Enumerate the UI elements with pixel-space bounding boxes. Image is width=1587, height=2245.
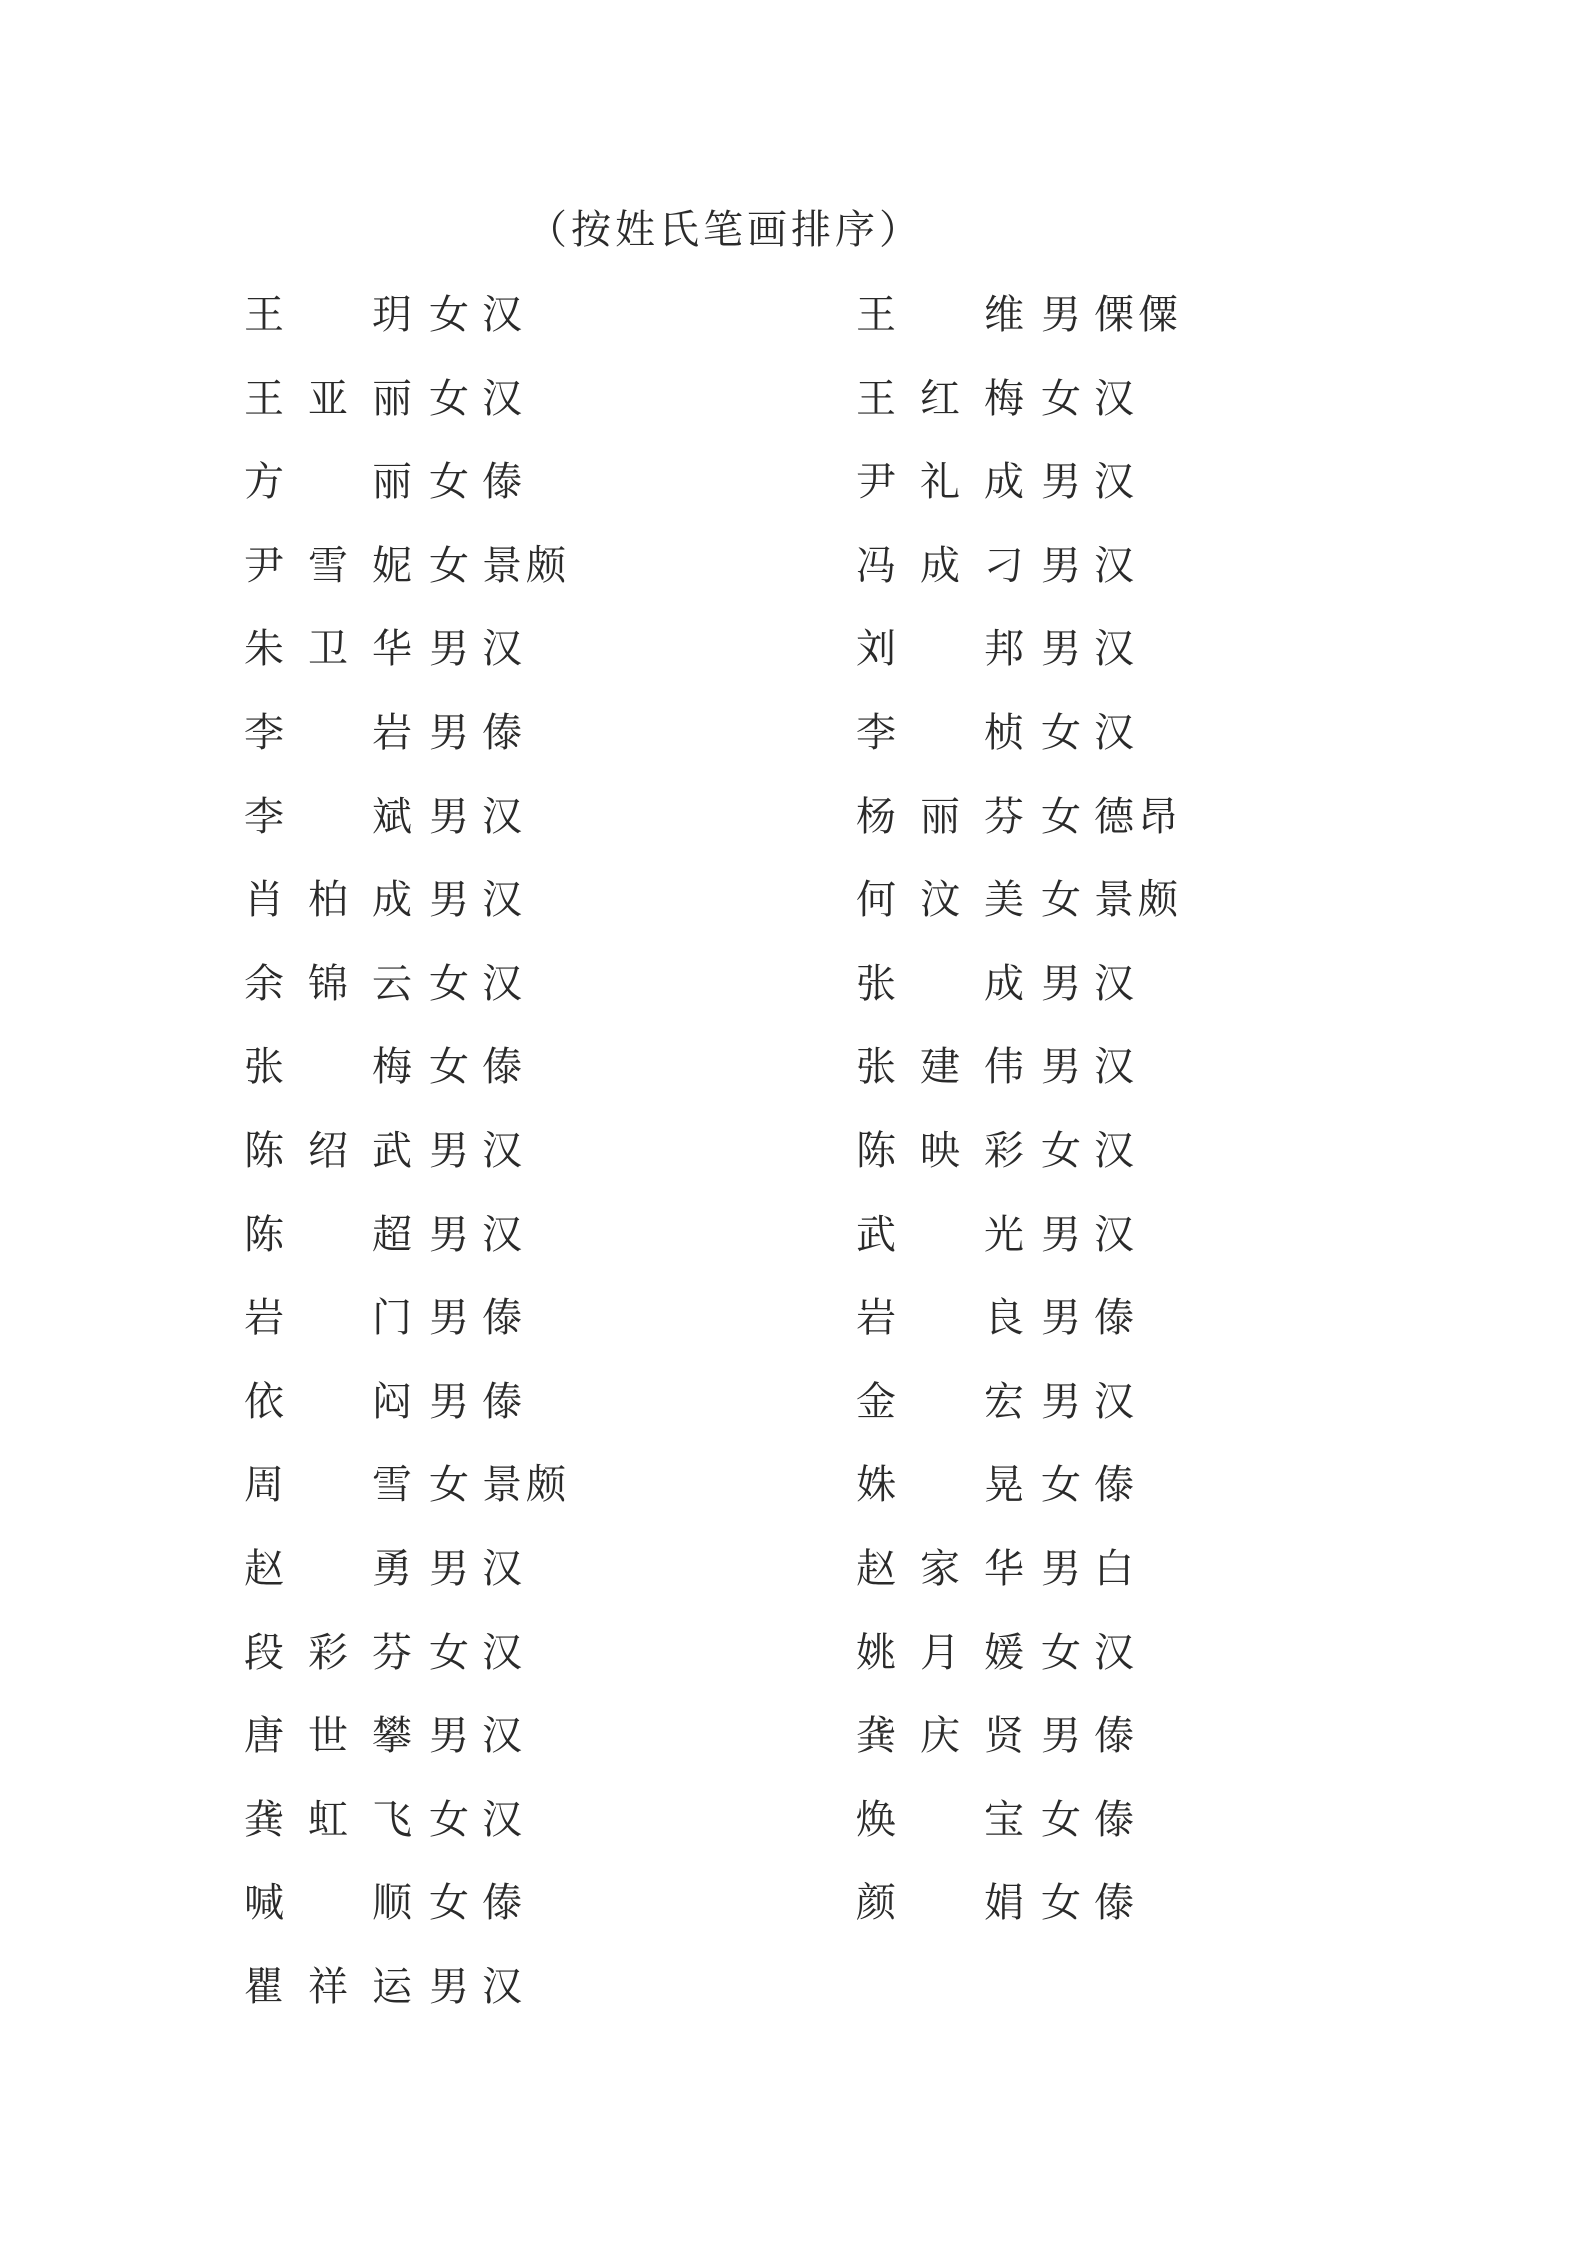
person-gender: 女 (429, 1880, 469, 1927)
person-name: 焕 宝 (856, 1796, 1024, 1843)
person-row (856, 1289, 1182, 1373)
person-name: 依 闷 (244, 1378, 412, 1425)
person-row (244, 1791, 570, 1875)
person-name: 冯 成 刁 (856, 542, 1024, 589)
person-gender: 女 (429, 960, 469, 1007)
person-gender: 女 (1041, 793, 1081, 840)
person-name: 龚 庆 贤 (856, 1713, 1024, 1760)
person-name: 尹 雪 妮 (244, 542, 412, 589)
person-row (244, 1289, 570, 1373)
person-row (244, 537, 570, 621)
person-ethnicity: 汉 (482, 1963, 526, 2010)
person-row (244, 620, 570, 704)
person-gender: 男 (429, 626, 469, 673)
person-ethnicity: 汉 (482, 1796, 526, 1843)
person-gender: 女 (1041, 1629, 1081, 1676)
person-ethnicity: 汉 (1094, 1044, 1138, 1091)
person-name: 朱 卫 华 (244, 626, 412, 673)
person-ethnicity: 汉 (1094, 1127, 1138, 1174)
person-row (244, 1540, 570, 1624)
person-ethnicity: 汉 (1094, 1211, 1138, 1258)
person-name: 瞿 祥 运 (244, 1963, 412, 2010)
person-gender: 女 (429, 1044, 469, 1091)
person-ethnicity: 汉 (1094, 709, 1138, 756)
right-column (856, 286, 1182, 1958)
person-name: 肖 柏 成 (244, 877, 412, 924)
person-ethnicity: 傣 (1094, 1880, 1138, 1927)
person-name: 李 斌 (244, 793, 412, 840)
person-gender: 女 (1041, 1127, 1081, 1174)
person-row (856, 537, 1182, 621)
person-name: 龚 虹 飞 (244, 1796, 412, 1843)
person-gender: 男 (1041, 1211, 1081, 1258)
person-name: 张 成 (856, 960, 1024, 1007)
person-name: 王 红 梅 (856, 375, 1024, 422)
person-row (244, 1373, 570, 1457)
person-gender: 男 (1041, 459, 1081, 506)
person-ethnicity: 傣 (1094, 1295, 1138, 1342)
person-ethnicity: 汉 (482, 793, 526, 840)
person-row (244, 1038, 570, 1122)
person-name: 王 玥 (244, 292, 412, 338)
person-name: 陈 超 (244, 1211, 412, 1258)
person-ethnicity: 汉 (482, 1545, 526, 1592)
person-gender: 男 (429, 1211, 469, 1258)
person-ethnicity: 傣 (482, 1295, 526, 1342)
person-row (856, 620, 1182, 704)
person-row (244, 871, 570, 955)
person-gender: 男 (429, 709, 469, 756)
person-ethnicity: 汉 (1094, 960, 1138, 1007)
person-name: 陈 映 彩 (856, 1127, 1024, 1174)
person-row (856, 1122, 1182, 1206)
person-name: 武 光 (856, 1211, 1024, 1258)
person-row (856, 1456, 1182, 1540)
person-row (856, 1791, 1182, 1875)
person-name: 何 汶 美 (856, 877, 1024, 924)
person-gender: 女 (1041, 375, 1081, 422)
person-ethnicity: 景颇 (482, 1462, 570, 1509)
person-ethnicity: 汉 (482, 877, 526, 924)
person-gender: 男 (1041, 1044, 1081, 1091)
person-name: 杨 丽 芬 (856, 793, 1024, 840)
person-row (244, 370, 570, 454)
person-name: 李 岩 (244, 709, 412, 756)
person-name: 赵 勇 (244, 1545, 412, 1592)
person-gender: 男 (1041, 292, 1081, 338)
person-ethnicity: 汉 (482, 960, 526, 1007)
person-name: 赵 家 华 (856, 1545, 1024, 1592)
person-gender: 男 (1041, 960, 1081, 1007)
person-name: 姚 月 媛 (856, 1629, 1024, 1676)
person-name: 颜 娟 (856, 1880, 1024, 1927)
person-name: 陈 绍 武 (244, 1127, 412, 1174)
person-gender: 女 (429, 1796, 469, 1843)
person-row (856, 1707, 1182, 1791)
person-ethnicity: 汉 (482, 292, 526, 338)
person-ethnicity: 傣 (1094, 1713, 1138, 1760)
person-gender: 男 (1041, 1545, 1081, 1592)
person-gender: 男 (1041, 542, 1081, 589)
person-name: 岩 门 (244, 1295, 412, 1342)
person-gender: 男 (429, 1127, 469, 1174)
person-row (856, 1373, 1182, 1457)
person-row (856, 1874, 1182, 1958)
person-row (856, 788, 1182, 872)
person-row (244, 1958, 570, 2042)
person-ethnicity: 汉 (1094, 1629, 1138, 1676)
person-gender: 女 (1041, 1462, 1081, 1509)
person-ethnicity: 景颇 (1094, 877, 1182, 924)
person-name: 姝 晃 (856, 1462, 1024, 1509)
person-name: 金 宏 (856, 1378, 1024, 1425)
person-gender: 男 (1041, 1378, 1081, 1425)
person-ethnicity: 汉 (482, 1127, 526, 1174)
person-ethnicity: 汉 (1094, 626, 1138, 673)
person-name: 张 梅 (244, 1044, 412, 1091)
person-name: 余 锦 云 (244, 960, 412, 1007)
person-gender: 男 (429, 793, 469, 840)
person-row (856, 1624, 1182, 1708)
person-row (244, 955, 570, 1039)
person-ethnicity: 傣 (482, 1044, 526, 1091)
person-ethnicity: 汉 (1094, 375, 1138, 422)
person-ethnicity: 傣 (482, 709, 526, 756)
person-name: 唐 世 攀 (244, 1713, 412, 1760)
person-ethnicity: 傣 (482, 1880, 526, 1927)
person-row (244, 1456, 570, 1540)
person-row (856, 1540, 1182, 1624)
person-row (244, 704, 570, 788)
person-name: 张 建 伟 (856, 1044, 1024, 1091)
person-gender: 女 (429, 459, 469, 506)
person-ethnicity: 景颇 (482, 542, 570, 589)
person-name: 岩 良 (856, 1295, 1024, 1342)
person-row (244, 1624, 570, 1708)
person-row (856, 286, 1182, 370)
person-row (856, 871, 1182, 955)
person-gender: 男 (429, 1295, 469, 1342)
person-gender: 男 (1041, 1713, 1081, 1760)
person-ethnicity: 傣 (1094, 1462, 1138, 1509)
person-gender: 男 (429, 1963, 469, 2010)
person-row (244, 788, 570, 872)
person-name: 李 桢 (856, 709, 1024, 756)
person-gender: 女 (1041, 877, 1081, 924)
person-row (244, 1122, 570, 1206)
person-ethnicity: 傈僳 (1094, 292, 1182, 338)
person-gender: 女 (429, 1629, 469, 1676)
person-ethnicity: 汉 (482, 626, 526, 673)
person-ethnicity: 汉 (1094, 542, 1138, 589)
person-row (244, 1707, 570, 1791)
person-name: 方 丽 (244, 459, 412, 506)
left-column (244, 286, 570, 2041)
person-name: 周 雪 (244, 1462, 412, 1509)
person-ethnicity: 傣 (1094, 1796, 1138, 1843)
person-ethnicity: 白 (1094, 1545, 1138, 1592)
person-row (856, 453, 1182, 537)
person-gender: 男 (429, 1713, 469, 1760)
person-name: 尹 礼 成 (856, 459, 1024, 506)
person-name: 刘 邦 (856, 626, 1024, 673)
person-row (856, 1206, 1182, 1290)
person-gender: 女 (429, 292, 469, 338)
person-row (244, 286, 570, 370)
person-row (244, 1874, 570, 1958)
person-gender: 男 (1041, 1295, 1081, 1342)
person-row (244, 453, 570, 537)
person-row (856, 704, 1182, 788)
person-ethnicity: 汉 (482, 375, 526, 422)
person-gender: 女 (429, 542, 469, 589)
person-ethnicity: 汉 (482, 1211, 526, 1258)
person-ethnicity: 汉 (1094, 1378, 1138, 1425)
person-ethnicity: 汉 (482, 1713, 526, 1760)
person-ethnicity: 汉 (1094, 459, 1138, 506)
person-gender: 女 (429, 375, 469, 422)
person-name: 王 亚 丽 (244, 375, 412, 422)
person-row (244, 1206, 570, 1290)
person-gender: 男 (429, 1378, 469, 1425)
person-ethnicity: 傣 (482, 1378, 526, 1425)
page-heading: （按姓氏笔画排序） (527, 207, 923, 253)
person-name: 段 彩 芬 (244, 1629, 412, 1676)
person-gender: 女 (1041, 1796, 1081, 1843)
person-ethnicity: 汉 (482, 1629, 526, 1676)
person-gender: 女 (429, 1462, 469, 1509)
person-gender: 男 (429, 877, 469, 924)
person-row (856, 370, 1182, 454)
person-row (856, 955, 1182, 1039)
person-gender: 男 (429, 1545, 469, 1592)
person-name: 喊 顺 (244, 1880, 412, 1927)
person-ethnicity: 德昂 (1094, 793, 1182, 840)
person-gender: 男 (1041, 626, 1081, 673)
person-gender: 女 (1041, 1880, 1081, 1927)
person-ethnicity: 傣 (482, 459, 526, 506)
person-row (856, 1038, 1182, 1122)
person-name: 王 维 (856, 292, 1024, 338)
person-gender: 女 (1041, 709, 1081, 756)
